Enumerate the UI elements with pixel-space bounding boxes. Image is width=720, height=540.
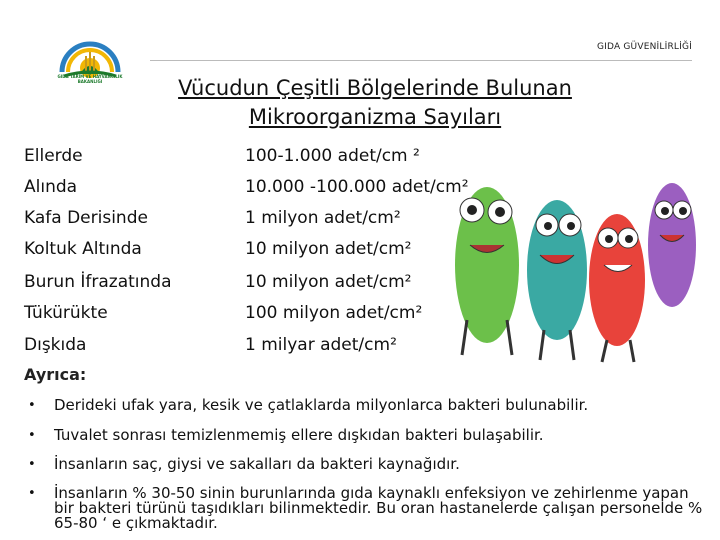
ayrica-heading: Ayrıca: (24, 365, 87, 384)
bullet-text: Tuvalet sonrası temizlenmemiş ellere dışkıdan bakteri bulaşabilir. (54, 426, 544, 444)
row-label: Kafa Derisinde (24, 208, 148, 228)
row-value: 100-1.000 adet/cm ² (245, 146, 420, 166)
row-label: Tükürükte (24, 303, 108, 323)
bullet-icon: • (28, 457, 36, 472)
header-label: GIDA GÜVENİLİRLİĞİ (596, 42, 692, 52)
table-row (24, 177, 524, 201)
row-value: 10.000 -100.000 adet/cm² (245, 177, 469, 197)
row-label: Burun İfrazatında (24, 272, 172, 292)
row-value: 1 milyar adet/cm² (245, 335, 397, 355)
title-line-1: Vücudun Çeşitli Bölgelerinde Bulunan (178, 76, 572, 100)
row-label: Dışkıda (24, 335, 87, 355)
logo-text: GIDA TARIM VE HAYVANCILIK BAKANLIĞI (57, 74, 123, 84)
row-label: Koltuk Altında (24, 239, 142, 259)
table-row (24, 146, 524, 170)
row-value: 100 milyon adet/cm² (245, 303, 423, 323)
ministry-logo (50, 28, 130, 94)
bullet-text: İnsanların % 30-50 sinin burunlarında gıda kaynaklı enfeksiyon ve zehirlenme yapan bir bakteri türünü taşıdıkları bilinmektedir. Bu oran hastanelerde çalışan personelde % 65-80 ‘ e çıkmaktadır. (54, 484, 703, 532)
page-title (140, 74, 610, 132)
table-row (24, 303, 524, 327)
bullet-text: İnsanların saç, giysi ve sakalları da bakteri kaynağıdır. (54, 455, 460, 473)
row-value: 10 milyon adet/cm² (245, 272, 412, 292)
row-value: 10 milyon adet/cm² (245, 239, 412, 259)
bullet-icon: • (28, 398, 36, 413)
row-value: 1 milyon adet/cm² (245, 208, 401, 228)
table-row (24, 335, 524, 359)
header-divider (150, 60, 692, 61)
title-line-2: Mikroorganizma Sayıları (248, 105, 502, 129)
table-row (24, 208, 524, 232)
bullet-text: Derideki ufak yara, kesik ve çatlaklarda milyonlarca bakteri bulunabilir. (54, 396, 589, 414)
bullet-icon: • (28, 428, 36, 443)
row-label: Alında (24, 177, 78, 197)
row-label: Ellerde (24, 146, 83, 166)
bullet-icon: • (28, 486, 36, 501)
table-row (24, 272, 524, 296)
table-row (24, 239, 524, 263)
